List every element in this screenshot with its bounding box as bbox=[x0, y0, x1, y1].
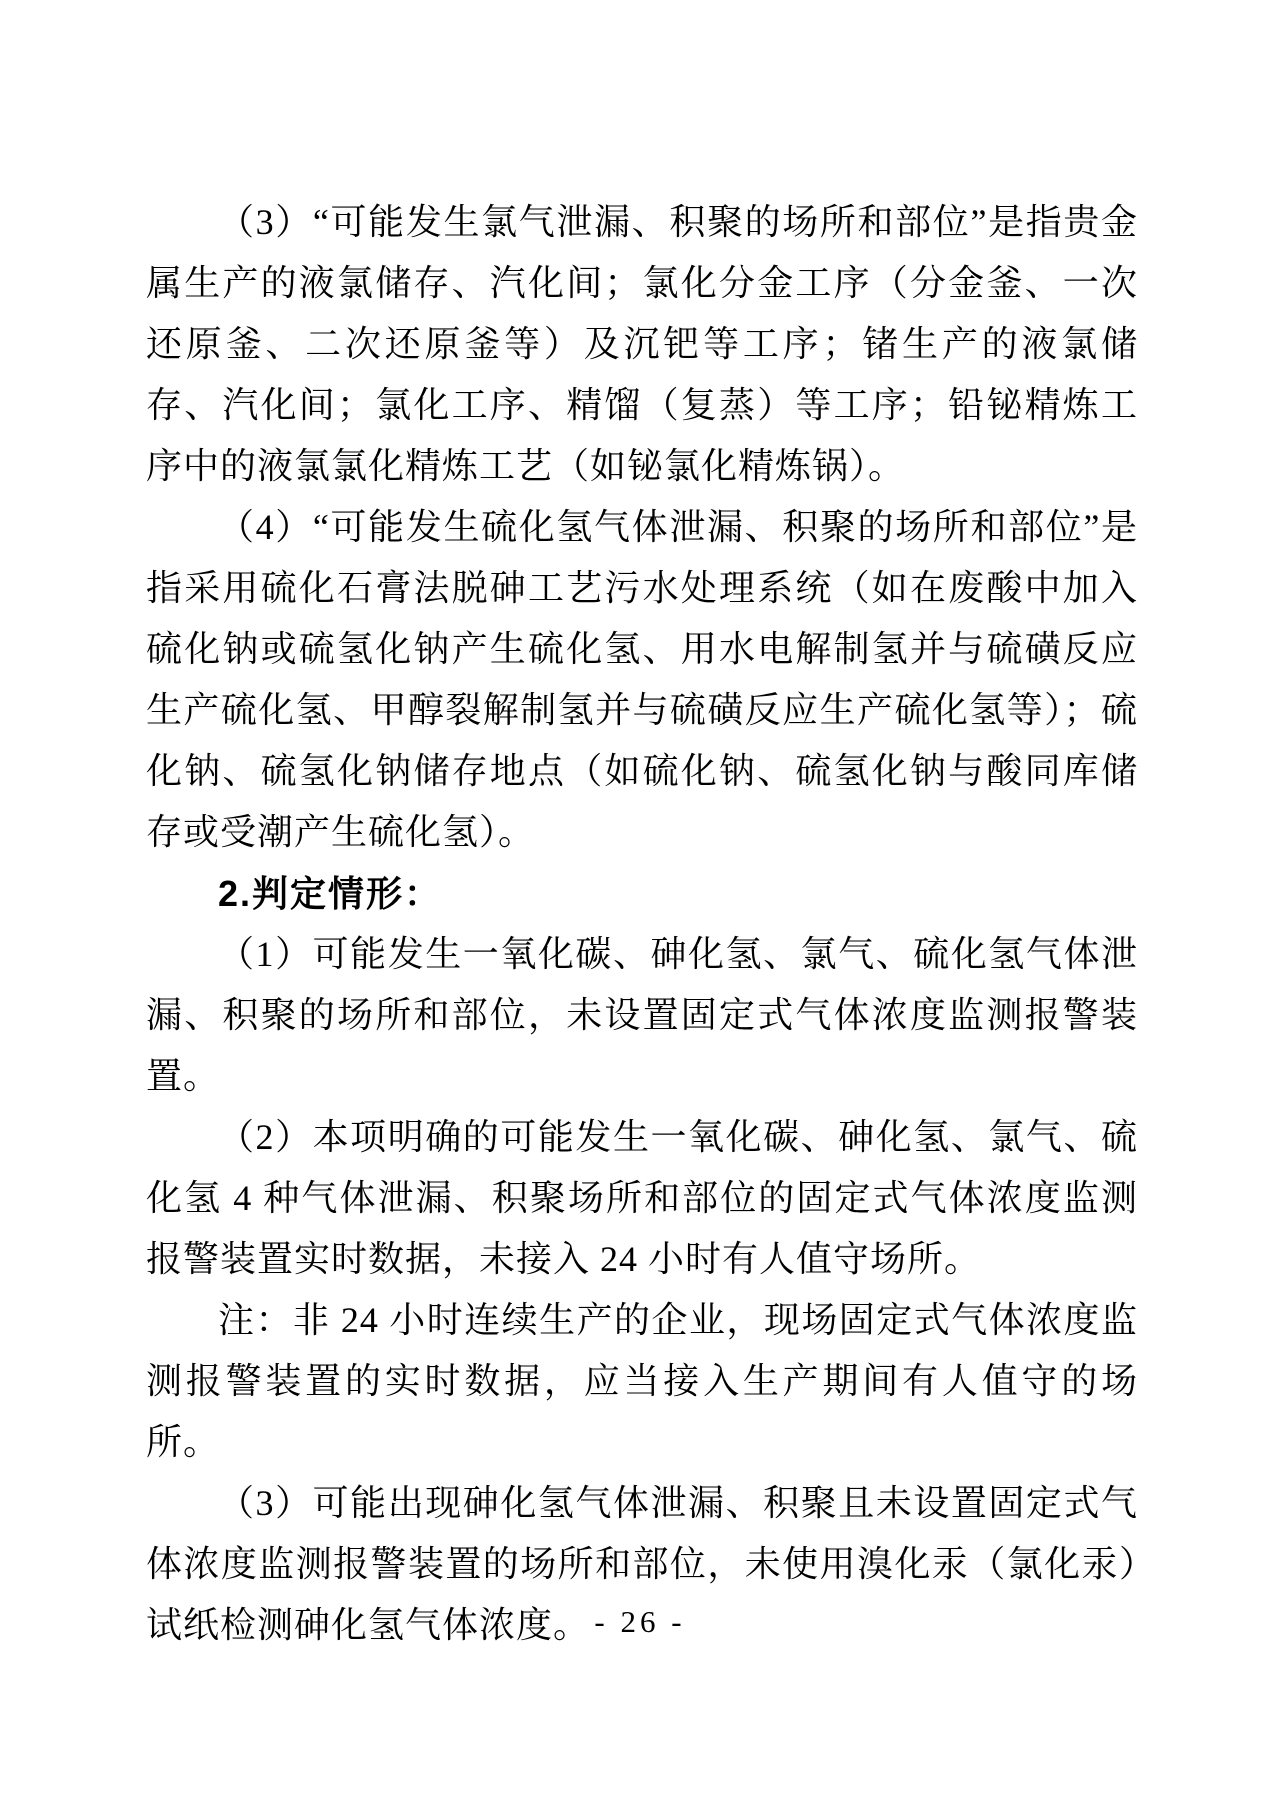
document-body bbox=[146, 192, 1138, 1656]
paragraph-note-non-24h-production: 注：非 24 小时连续生产的企业，现场固定式气体浓度监测报警装置的实时数据，应当接入生产期间有人值守的场所。 bbox=[146, 1300, 1138, 1462]
heading-judgment-criteria: 2.判定情形： bbox=[218, 873, 443, 914]
page-number: - 26 - bbox=[594, 1604, 686, 1639]
paragraph-criterion-1-no-fixed-gas-monitor: （1）可能发生一氧化碳、砷化氢、氯气、硫化氢气体泄漏、积聚的场所和部位，未设置固定式气体浓度监测报警装置。 bbox=[146, 934, 1138, 1096]
paragraph-criterion-3-mercury-test-paper: （3）可能出现砷化氢气体泄漏、积聚且未设置固定式气体浓度监测报警装置的场所和部位，未使用溴化汞（氯化汞）试纸检测砷化氢气体浓度。 bbox=[146, 1483, 1138, 1645]
paragraph-definition-hydrogen-sulfide-leak-locations: （4）“可能发生硫化氢气体泄漏、积聚的场所和部位”是指采用硫化石膏法脱砷工艺污水处理系统（如在废酸中加入硫化钠或硫氢化钠产生硫化氢、用水电解制氢并与硫磺反应生产硫化氢、甲醇裂解制氢并与硫磺反应生产硫化氢等）；硫化钠、硫氢化钠储存地点（如硫化钠、硫氢化钠与酸同库储存或受潮产生硫化氢）。 bbox=[146, 507, 1138, 852]
paragraph-criterion-2-data-not-connected-24h: （2）本项明确的可能发生一氧化碳、砷化氢、氯气、硫化氢 4 种气体泄漏、积聚场所和部位的固定式气体浓度监测报警装置实时数据，未接入 24 小时有人值守场所。 bbox=[146, 1117, 1138, 1279]
paragraph-definition-chlorine-leak-locations: （3）“可能发生氯气泄漏、积聚的场所和部位”是指贵金属生产的液氯储存、汽化间；氯化分金工序（分金釜、一次还原釜、二次还原釜等）及沉钯等工序；锗生产的液氯储存、汽化间；氯化工序、精馏（复蒸）等工序；铅铋精炼工序中的液氯氯化精炼工艺（如铋氯化精炼锅）。 bbox=[146, 202, 1138, 486]
